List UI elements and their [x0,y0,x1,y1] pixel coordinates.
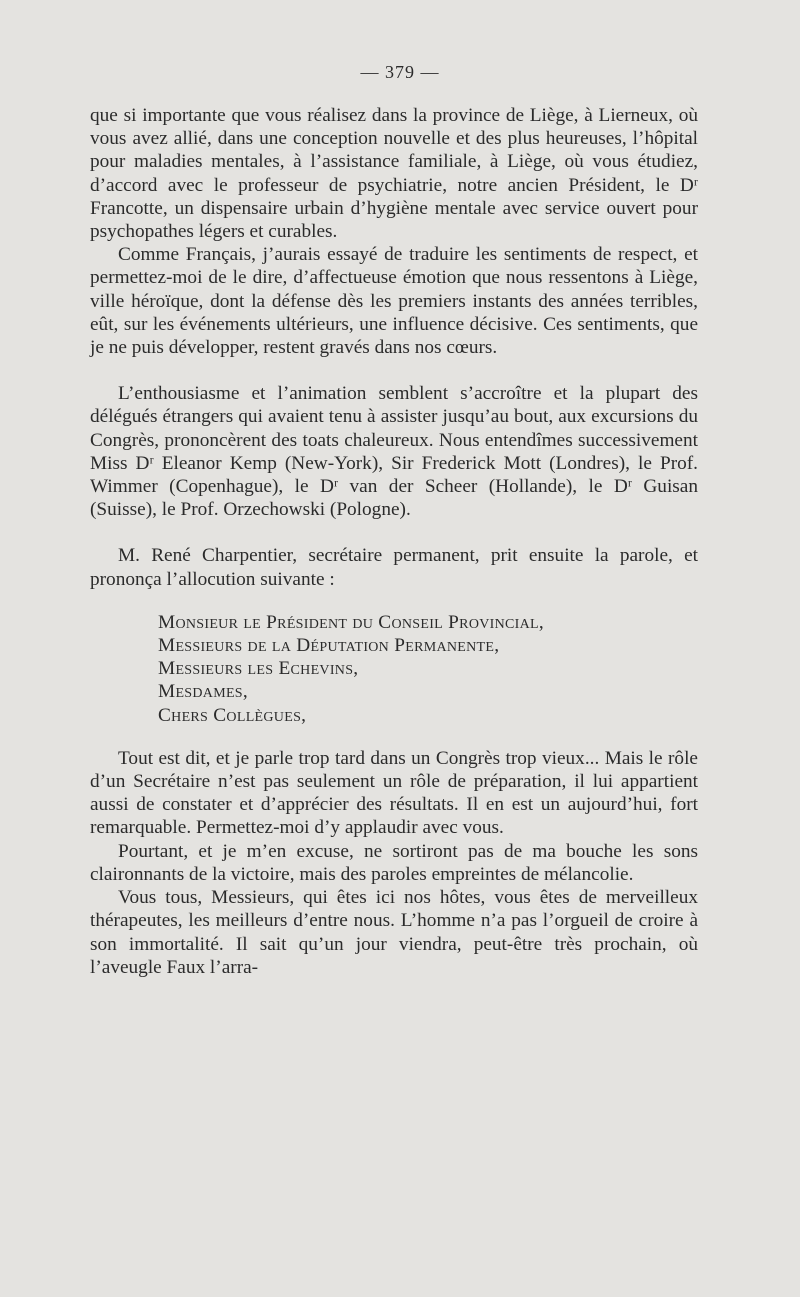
paragraph-charpentier: M. René Charpentier, secrétaire permanent, prit ensuite la parole, et prononça l’allocution suivante : [90,545,698,590]
paragraph-vous-tous: Vous tous, Messieurs, qui êtes ici nos hôtes, vous êtes de merveilleux thérapeutes, les meilleurs d’entre nous. L’homme n’a pas l’orgueil de croire à son immortalité. Il sait qu’un jour viendra, peut-être très prochain, où l’aveugle Faux l’arra- [90,887,698,978]
address-line: Mesdames, [158,681,249,703]
paragraph-tout-est-dit: Tout est dit, et je parle trop tard dans un Congrès trop vieux... Mais le rôle d’un Secrétaire n’est pas seulement un rôle de préparation, il lui appartient aussi de constater et d’apprécier des résultats. Il en est un aujourd’hui, fort remarquable. Permettez-moi d’y applaudir avec vous. [90,747,698,839]
paragraph-continuation: que si importante que vous réalisez dans la province de Liège, à Lierneux, où vous avez allié, dans une conception nouvelle et des plus heureuses, l’hôpital pour maladies mentales, à l’assistance familiale, à Liège, où vous étudiez, d’accord avec le professeur de psychiatrie, notre ancien Président, le Dʳ Francotte, un dispensaire urbain d’hygiène mentale avec service ouvert pour psychopathes légers et curables. [90,105,698,243]
paragraph-comme-francais: Comme Français, j’aurais essayé de traduire les sentiments de respect, et permettez-moi de le dire, d’affectueuse émotion que nous ressentons à Liège, ville héroïque, dont la défense dès les premiers instants des années terribles, eût, sur les événements ultérieurs, une influence décisive. Ces sentiments, que je ne puis développer, restent gravés dans nos cœurs. [90,244,698,359]
page-body [90,104,698,979]
address-line: Monsieur le Président du Conseil Provincial, [158,611,544,633]
address-line: Messieurs de la Députation Permanente, [158,635,500,657]
paragraph-pourtant: Pourtant, et je m’en excuse, ne sortiront pas de ma bouche les sons claironnants de la victoire, mais des paroles empreintes de mélancolie. [90,840,698,885]
address-salutation [158,611,698,727]
paragraph-enthousiasme: L’enthousiasme et l’animation semblent s’accroître et la plupart des délégués étrangers qui avaient tenu à assister jusqu’au bout, aux excursions du Congrès, prononcèrent des toats chaleureux. Nous entendîmes successivement Miss Dʳ Eleanor Kemp (New-York), Sir Frederick Mott (Londres), le Prof. Wimmer (Copenhague), le Dʳ van der Scheer (Hollande), le Dʳ Guisan (Suisse), le Prof. Orzechowski (Pologne). [90,383,698,521]
address-line: Messieurs les Echevins, [158,658,359,680]
page-number: — 379 — [360,62,440,82]
address-line: Chers Collègues, [158,704,307,726]
